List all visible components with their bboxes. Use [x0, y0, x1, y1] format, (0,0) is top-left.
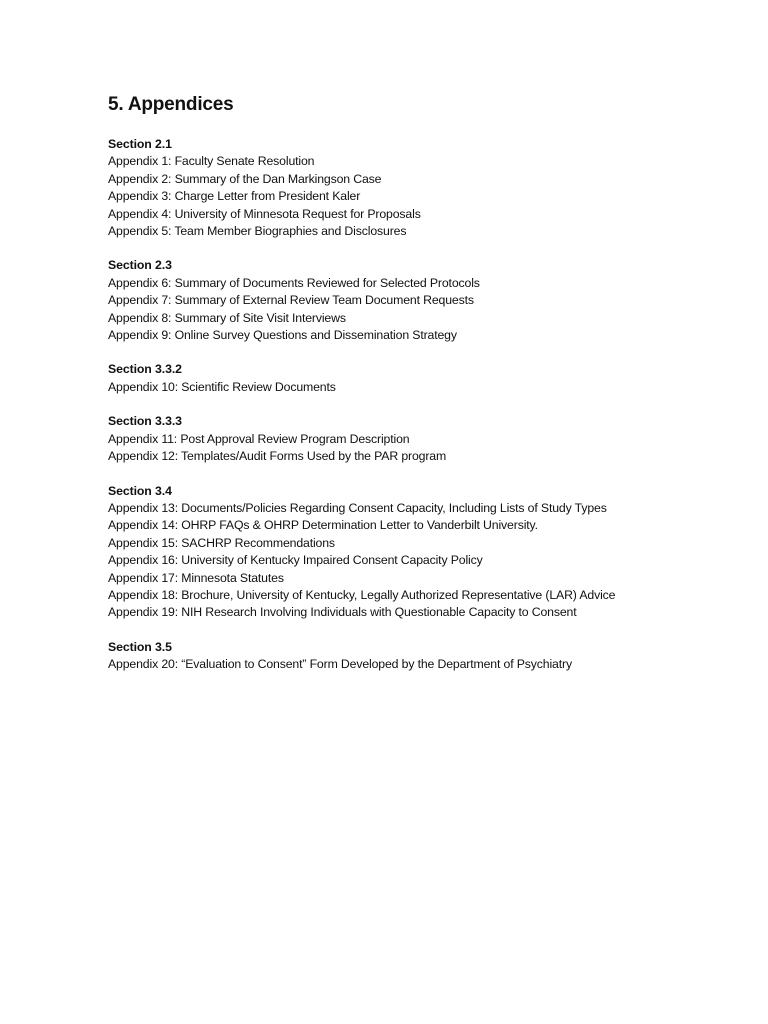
appendix-item: Appendix 12: Templates/Audit Forms Used by the PAR program: [108, 449, 447, 464]
appendix-section: [108, 136, 728, 240]
document-page: [108, 93, 728, 691]
appendix-item: Appendix 10: Scientific Review Documents: [108, 379, 336, 394]
page-title: 5. Appendices: [108, 94, 234, 115]
appendix-sections: [108, 136, 728, 674]
appendix-item: Appendix 1: Faculty Senate Resolution: [108, 154, 315, 169]
appendix-item: Appendix 7: Summary of External Review Team Document Requests: [108, 293, 474, 308]
appendix-item: Appendix 6: Summary of Documents Reviewed for Selected Protocols: [108, 275, 480, 290]
appendix-section: [108, 639, 728, 674]
appendix-item: Appendix 3: Charge Letter from President Kaler: [108, 189, 361, 204]
appendix-list: [108, 500, 728, 622]
appendix-item: Appendix 2: Summary of the Dan Markingson Case: [108, 171, 382, 186]
appendix-section: [108, 361, 728, 396]
appendix-item: Appendix 15: SACHRP Recommendations: [108, 535, 335, 550]
section-heading: Section 3.3.2: [108, 362, 182, 377]
appendix-item: Appendix 4: University of Minnesota Request for Proposals: [108, 206, 421, 221]
section-heading: Section 3.3.3: [108, 414, 182, 429]
appendix-list: [108, 153, 728, 240]
appendix-list: [108, 275, 728, 345]
appendix-item: Appendix 5: Team Member Biographies and Disclosures: [108, 224, 407, 239]
appendix-list: [108, 656, 728, 673]
appendix-item: Appendix 16: University of Kentucky Impaired Consent Capacity Policy: [108, 553, 483, 568]
appendix-item: Appendix 13: Documents/Policies Regarding Consent Capacity, Including Lists of Study Types: [108, 500, 607, 515]
appendix-item: Appendix 14: OHRP FAQs & OHRP Determination Letter to Vanderbilt University.: [108, 518, 538, 533]
section-heading: Section 3.5: [108, 639, 172, 654]
appendix-section: [108, 413, 728, 465]
appendix-list: [108, 431, 728, 466]
section-heading: Section 2.3: [108, 258, 172, 273]
appendix-item: Appendix 18: Brochure, University of Kentucky, Legally Authorized Representative (LAR) Advice: [108, 587, 616, 602]
appendix-item: Appendix 11: Post Approval Review Program Description: [108, 431, 410, 446]
appendix-item: Appendix 19: NIH Research Involving Individuals with Questionable Capacity to Consent: [108, 605, 577, 620]
appendix-item: Appendix 9: Online Survey Questions and Dissemination Strategy: [108, 328, 457, 343]
appendix-list: [108, 379, 728, 396]
appendix-item: Appendix 20: “Evaluation to Consent” Form Developed by the Department of Psychiatry: [108, 657, 572, 672]
appendix-section: [108, 483, 728, 622]
section-heading: Section 3.4: [108, 483, 172, 498]
appendix-item: Appendix 17: Minnesota Statutes: [108, 570, 284, 585]
section-heading: Section 2.1: [108, 137, 172, 151]
appendix-item: Appendix 8: Summary of Site Visit Interviews: [108, 310, 346, 325]
appendix-section: [108, 257, 728, 344]
